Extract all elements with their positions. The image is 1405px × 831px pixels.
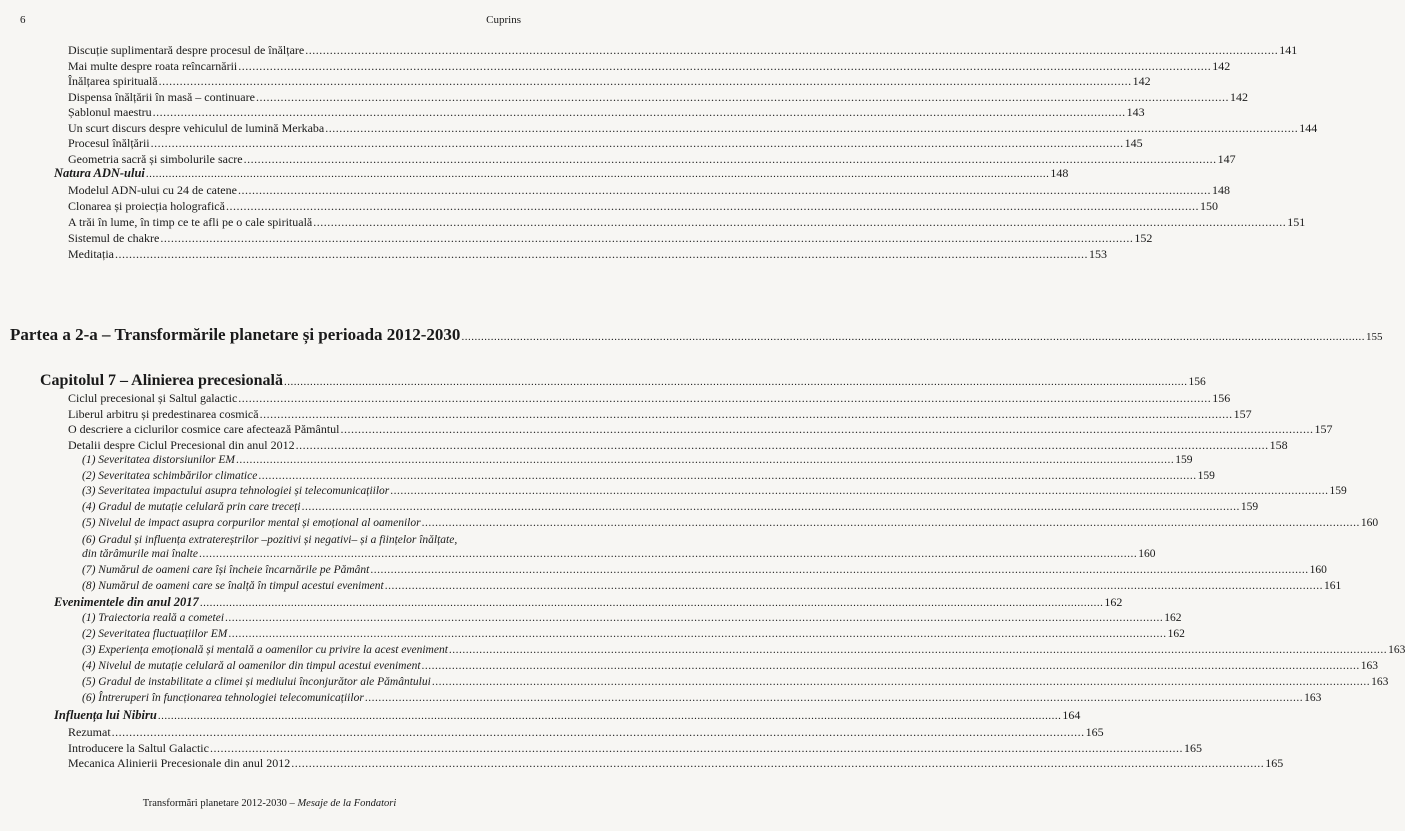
toc-entry[interactable]: Șablonul maestru ..... 143: [68, 105, 521, 120]
toc-subentry-wrapped-line2[interactable]: din tărâmurile mai înalte ..... 160: [82, 548, 521, 560]
toc-chapter-7[interactable]: Capitolul 7 – Alinierea precesională ..... 156: [40, 372, 521, 390]
toc-entry[interactable]: O descriere a ciclurilor cosmice care afectează Pământul ..... 157: [68, 422, 521, 437]
toc-entry[interactable]: Rezumat ..... 165: [68, 725, 521, 740]
toc-entry[interactable]: Un scurt discurs despre vehiculul de lumină Merkaba ..... 144: [68, 121, 521, 136]
toc-entry[interactable]: Discuție suplimentară despre procesul de înălțare ..... 141: [68, 43, 521, 58]
page-footer: Transformări planetare 2012-2030 – Mesaje de la Fondatori: [142, 798, 397, 809]
toc-subentry[interactable]: (3) Experiența emoțională și mentală a oamenilor cu privire la acest eveniment ..... 163: [82, 644, 521, 656]
toc-subentry[interactable]: (2) Severitatea fluctuațiilor EM ..... 162: [82, 628, 521, 640]
toc-entry[interactable]: Mai multe despre roata reîncarnării ..... 142: [68, 59, 521, 74]
toc-entry[interactable]: Detalii despre Ciclul Precesional din anul 2012 ..... 158: [68, 438, 521, 453]
toc-entry[interactable]: Introducere la Saltul Galactic ..... 165: [68, 741, 521, 756]
toc-subentry[interactable]: (8) Numărul de oameni care se înalță în timpul acestui eveniment ..... 161: [82, 580, 521, 592]
toc-subentry[interactable]: (5) Gradul de instabilitate a climei și mediului înconjurător ale Pământului ..... 163: [82, 676, 521, 688]
toc-entry[interactable]: Procesul înălțării ..... 145: [68, 136, 521, 151]
toc-entry[interactable]: Ciclul precesional și Saltul galactic ..... 156: [68, 391, 521, 406]
toc-part-2[interactable]: Partea a 2-a – Transformările planetare și perioada 2012-2030 ..... 155: [10, 325, 529, 345]
toc-entry[interactable]: A trăi în lume, în timp ce te afli pe o cale spirituală ..... 151: [68, 215, 521, 230]
running-head: Cuprins: [486, 14, 521, 26]
toc-subentry[interactable]: (7) Numărul de oameni care își încheie încarnările pe Pământ ..... 160: [82, 564, 521, 576]
toc-entry[interactable]: Înălțarea spirituală ..... 142: [68, 74, 521, 89]
toc-entry[interactable]: Modelul ADN-ului cu 24 de catene ..... 148: [68, 183, 521, 198]
toc-entry[interactable]: Liberul arbitru și predestinarea cosmică ..... 157: [68, 407, 521, 422]
toc-entry[interactable]: Dispensa înălțării în masă – continuare ..... 142: [68, 90, 521, 105]
toc-subentry[interactable]: (6) Întreruperi în funcționarea tehnologiei telecomunicațiilor ..... 163: [82, 692, 521, 704]
toc-section-adn[interactable]: Natura ADN-ului ..... 148: [54, 166, 521, 181]
toc-subentry-wrapped[interactable]: (6) Gradul și influența extratereștrilor –pozitivi și negativi– și a ființelor înălțate,: [82, 534, 458, 546]
toc-entry[interactable]: Sistemul de chakre ..... 152: [68, 231, 521, 246]
toc-subentry[interactable]: (5) Nivelul de impact asupra corpurilor mental și emoțional al oamenilor ..... 160: [82, 517, 521, 529]
toc-section-nibiru[interactable]: Influența lui Nibiru ..... 164: [54, 708, 521, 723]
toc-entry[interactable]: Geometria sacră și simbolurile sacre ..... 147: [68, 152, 521, 167]
toc-subentry[interactable]: (3) Severitatea impactului asupra tehnologiei și telecomunicațiilor ..... 159: [82, 485, 521, 497]
toc-subentry[interactable]: (1) Severitatea distorsiunilor EM ..... 159: [82, 454, 521, 466]
page-number: 6: [20, 14, 26, 26]
toc-entry[interactable]: Mecanica Alinierii Precesionale din anul 2012 ..... 165: [68, 756, 521, 771]
toc-entry[interactable]: Clonarea și proiecția holografică ..... 150: [68, 199, 521, 214]
toc-subentry[interactable]: (4) Nivelul de mutație celulară al oamenilor din timpul acestui eveniment ..... 163: [82, 660, 521, 672]
toc-subentry[interactable]: (1) Traiectoria reală a cometei ..... 162: [82, 612, 521, 624]
toc-subentry[interactable]: (2) Severitatea schimbărilor climatice ..... 159: [82, 470, 521, 482]
toc-subentry[interactable]: (4) Gradul de mutație celulară prin care treceți ..... 159: [82, 501, 521, 513]
toc-section-2017[interactable]: Evenimentele din anul 2017 ..... 162: [54, 595, 521, 610]
toc-entry[interactable]: Meditația ..... 153: [68, 247, 521, 262]
